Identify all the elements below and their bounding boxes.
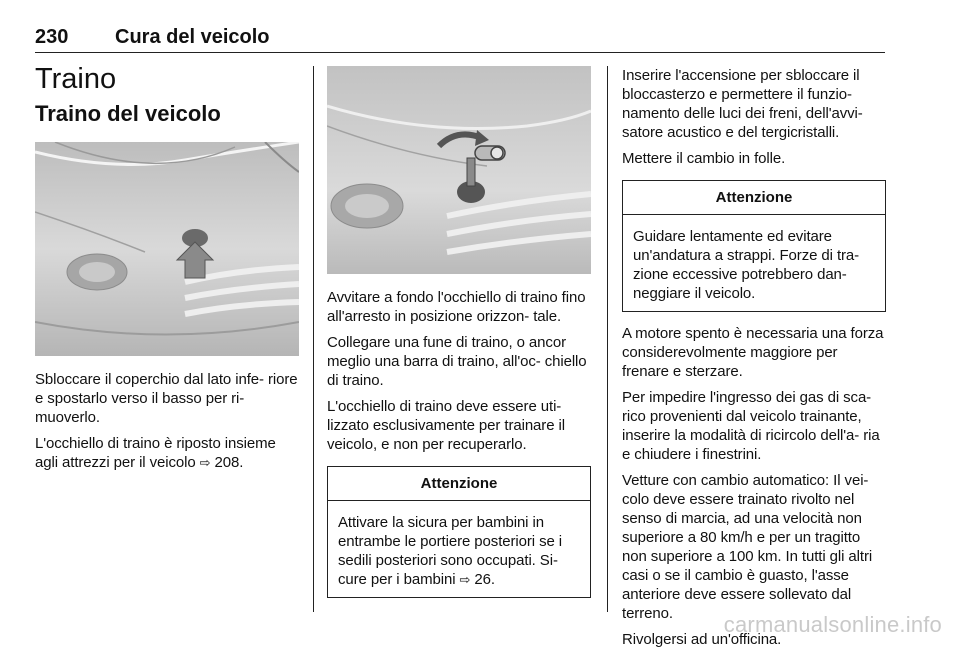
caution-title: Attenzione [623,181,885,215]
page-number: 230 [35,26,69,48]
paragraph: Collegare una fune di traino, o ancor meglio una barra di traino, all'oc- chiello di traino. [327,334,587,389]
caution-body [623,215,885,311]
paragraph: Rivolgersi ad un'officina. [622,631,782,648]
watermark: carmanualsonline.info [723,612,942,637]
paragraph [35,434,299,472]
paragraph-text: L'occhiello di traino è riposto insieme agli attrezzi per il veicolo [35,435,276,471]
caution-box [327,466,591,598]
caution-title: Attenzione [328,467,590,501]
paragraph: Avvitare a fondo l'occhiello di traino fino all'arresto in posizione orizzon- tale. [327,289,586,325]
paragraph: A motore spento è necessaria una forza considerevolmente maggiore per frenare e sterzare. [622,325,884,380]
illustration-tow-eye [327,66,591,274]
paragraph: Mettere il cambio in folle. [622,150,786,167]
page-header [35,26,885,53]
caution-text: Guidare lentamente ed evitare un'andatura a strappi. Forze di tra- zione eccessive potrebbero dan- neggiare il veicolo. [633,228,860,302]
caution-text [338,513,580,589]
section-title: Cura del veicolo [115,26,270,48]
page-reference-arrow-icon: ⇨ [199,455,211,470]
paragraph: Sbloccare il coperchio dal lato infe- riore e spostarlo verso il basso per ri- muoverlo. [35,371,298,426]
column-3 [622,66,886,656]
caution-text-content: Attivare la sicura per bambini in entrambe le portiere posteriori se i sedili posteriori sono occupati. Si- cure per i bambini [338,514,563,588]
caution-body [328,501,590,597]
caution-box [622,180,886,312]
paragraph: Inserire l'accensione per sbloccare il bloccasterzo e permettere il funzio- namento delle luci dei freni, dell'avvi- satore acustico e del tergicristalli. [622,67,863,141]
paragraph: L'occhiello di traino deve essere uti- lizzato esclusivamente per trainare il veicolo, e non per recuperarlo. [327,398,565,453]
page-reference[interactable]: 26. [474,571,495,588]
chapter-title: Traino [35,63,117,95]
column-divider [313,66,314,612]
column-1 [35,62,299,479]
subsection-title: Traino del veicolo [35,101,221,126]
illustration-tow-cover [35,142,299,356]
page-reference[interactable]: 208. [214,454,244,471]
paragraph: Per impedire l'ingresso dei gas di sca- rico provenienti dal veicolo trainante, inserire la modalità di ricircolo dell'a- ria e chiudere i finestrini. [622,389,880,463]
paragraph: Vetture con cambio automatico: Il vei- colo deve essere trainato rivolto nel senso di marcia, ad una velocità non superiore a 80 km/h e per un tragitto non superiore a 100 km. In tutti gli altri casi o se il cambio è guasto, l'asse anteriore deve essere sollevato dal terreno. [622,472,873,622]
column-divider [607,66,608,612]
column-2 [327,66,591,610]
page-reference-arrow-icon: ⇨ [459,572,471,587]
